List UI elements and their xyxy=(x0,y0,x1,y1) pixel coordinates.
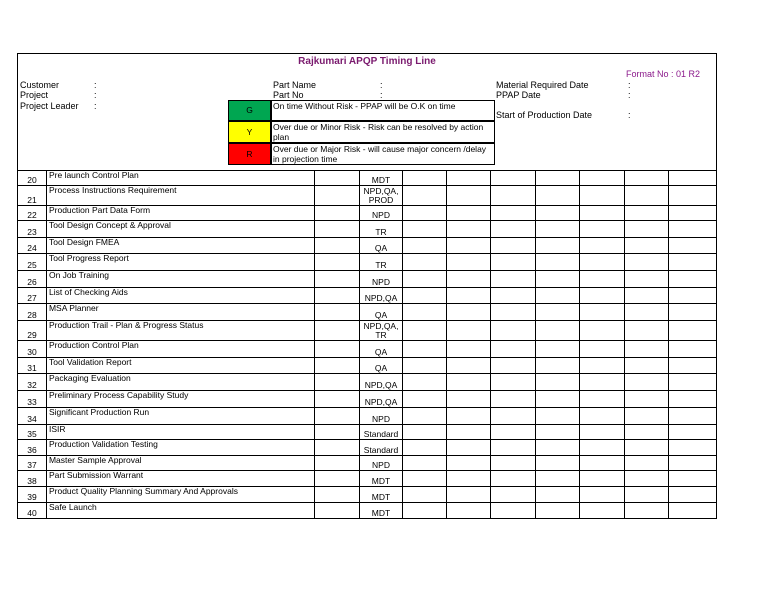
timeline-cell xyxy=(625,440,669,456)
timeline-cell xyxy=(669,425,717,440)
activity-cell: Tool Design FMEA xyxy=(46,238,314,254)
timeline-cell xyxy=(403,186,447,206)
timeline-cell xyxy=(580,288,625,304)
timeline-cell xyxy=(447,304,491,321)
responsibility-cell: MDT xyxy=(359,503,403,519)
timeline-cell xyxy=(580,254,625,271)
legend-green-text: On time Without Risk - PPAP will be O.K on time xyxy=(271,100,495,121)
timing-table-body xyxy=(18,171,717,519)
timeline-cell xyxy=(669,358,717,374)
timeline-cell xyxy=(403,271,447,288)
timeline-cell xyxy=(625,456,669,471)
responsibility-cell: Standard xyxy=(359,440,403,456)
blank-cell xyxy=(314,271,359,288)
timeline-cell xyxy=(447,321,491,341)
responsibility-cell: NPD,QA xyxy=(359,374,403,391)
timeline-cell xyxy=(491,304,536,321)
timeline-cell xyxy=(403,206,447,221)
timeline-cell xyxy=(491,171,536,186)
timeline-cell xyxy=(536,304,580,321)
row-number: 24 xyxy=(18,238,47,254)
part-name-colon: : xyxy=(380,80,383,90)
timeline-cell xyxy=(491,440,536,456)
timeline-cell xyxy=(536,254,580,271)
row-number: 30 xyxy=(18,341,47,358)
timeline-cell xyxy=(403,288,447,304)
timeline-cell xyxy=(580,440,625,456)
activity-cell: Safe Launch xyxy=(46,503,314,519)
activity-cell: Production Trail - Plan & Progress Status xyxy=(46,321,314,341)
start-of-production-label: Start of Production Date xyxy=(496,110,593,120)
timeline-cell xyxy=(580,471,625,487)
timeline-cell xyxy=(536,206,580,221)
activity-cell: Process Instructions Requirement xyxy=(46,186,314,206)
timeline-cell xyxy=(580,358,625,374)
timeline-cell xyxy=(447,271,491,288)
timeline-cell xyxy=(580,487,625,503)
timeline-cell xyxy=(625,186,669,206)
activity-cell: Production Part Data Form xyxy=(46,206,314,221)
timeline-cell xyxy=(491,288,536,304)
blank-cell xyxy=(314,408,359,425)
timeline-cell xyxy=(625,206,669,221)
timeline-cell xyxy=(447,186,491,206)
table-row xyxy=(18,288,717,304)
timeline-cell xyxy=(625,254,669,271)
responsibility-cell: TR xyxy=(359,254,403,271)
blank-cell xyxy=(314,304,359,321)
blank-cell xyxy=(314,471,359,487)
timing-table xyxy=(17,170,717,519)
responsibility-cell: MDT xyxy=(359,487,403,503)
timeline-cell xyxy=(491,321,536,341)
responsibility-cell: Standard xyxy=(359,425,403,440)
timeline-cell xyxy=(491,186,536,206)
start-of-production-colon: : xyxy=(628,110,631,120)
table-row xyxy=(18,321,717,341)
ppap-date-colon: : xyxy=(628,90,631,100)
row-number: 22 xyxy=(18,206,47,221)
timeline-cell xyxy=(580,503,625,519)
part-no-colon: : xyxy=(380,90,383,100)
responsibility-cell: QA xyxy=(359,358,403,374)
row-number: 40 xyxy=(18,503,47,519)
row-number: 34 xyxy=(18,408,47,425)
timeline-cell xyxy=(491,358,536,374)
blank-cell xyxy=(314,425,359,440)
timeline-cell xyxy=(580,425,625,440)
row-number: 25 xyxy=(18,254,47,271)
responsibility-cell: NPD,QA xyxy=(359,391,403,408)
project-leader-label: Project Leader xyxy=(20,101,79,111)
blank-cell xyxy=(314,238,359,254)
timeline-cell xyxy=(669,206,717,221)
blank-cell xyxy=(314,288,359,304)
part-name-label: Part Name xyxy=(273,80,317,90)
activity-cell: Tool Progress Report xyxy=(46,254,314,271)
activity-cell: Significant Production Run xyxy=(46,408,314,425)
timeline-cell xyxy=(669,186,717,206)
timeline-cell xyxy=(580,171,625,186)
timeline-cell xyxy=(403,341,447,358)
blank-cell xyxy=(314,221,359,238)
timeline-cell xyxy=(447,221,491,238)
table-row xyxy=(18,238,717,254)
table-row xyxy=(18,374,717,391)
timeline-cell xyxy=(536,503,580,519)
row-number: 33 xyxy=(18,391,47,408)
timeline-cell xyxy=(580,374,625,391)
timeline-cell xyxy=(669,374,717,391)
timeline-cell xyxy=(491,221,536,238)
timeline-cell xyxy=(580,271,625,288)
timeline-cell xyxy=(580,321,625,341)
table-row xyxy=(18,254,717,271)
timeline-cell xyxy=(536,391,580,408)
responsibility-cell: NPD xyxy=(359,408,403,425)
table-row xyxy=(18,358,717,374)
project-leader-colon: : xyxy=(94,101,97,111)
row-number: 21 xyxy=(18,186,47,206)
timeline-cell xyxy=(669,238,717,254)
activity-cell: Pre launch Control Plan xyxy=(46,171,314,186)
timeline-cell xyxy=(403,456,447,471)
row-number: 31 xyxy=(18,358,47,374)
responsibility-cell: NPD,QA xyxy=(359,288,403,304)
timeline-cell xyxy=(625,288,669,304)
activity-cell: Tool Validation Report xyxy=(46,358,314,374)
table-row xyxy=(18,471,717,487)
activity-cell: On Job Training xyxy=(46,271,314,288)
timeline-cell xyxy=(403,503,447,519)
row-number: 37 xyxy=(18,456,47,471)
blank-cell xyxy=(314,487,359,503)
timeline-cell xyxy=(625,304,669,321)
timeline-cell xyxy=(536,374,580,391)
responsibility-cell: QA xyxy=(359,304,403,321)
timeline-cell xyxy=(447,487,491,503)
blank-cell xyxy=(314,456,359,471)
table-row xyxy=(18,206,717,221)
responsibility-cell: NPD xyxy=(359,206,403,221)
timeline-cell xyxy=(669,487,717,503)
activity-cell: Packaging Evaluation xyxy=(46,374,314,391)
timeline-cell xyxy=(403,304,447,321)
timeline-cell xyxy=(447,341,491,358)
timeline-cell xyxy=(403,171,447,186)
table-row xyxy=(18,440,717,456)
timeline-cell xyxy=(491,425,536,440)
timeline-cell xyxy=(447,456,491,471)
row-number: 29 xyxy=(18,321,47,341)
responsibility-cell: MDT xyxy=(359,171,403,186)
timeline-cell xyxy=(536,425,580,440)
timeline-cell xyxy=(403,358,447,374)
timeline-cell xyxy=(447,206,491,221)
timeline-cell xyxy=(447,358,491,374)
timeline-cell xyxy=(491,271,536,288)
responsibility-cell: QA xyxy=(359,341,403,358)
timeline-cell xyxy=(491,238,536,254)
timeline-cell xyxy=(447,374,491,391)
timeline-cell xyxy=(403,321,447,341)
timeline-cell xyxy=(491,341,536,358)
activity-cell: Production Control Plan xyxy=(46,341,314,358)
timeline-cell xyxy=(536,171,580,186)
header-frame xyxy=(17,53,717,170)
row-number: 20 xyxy=(18,171,47,186)
timeline-cell xyxy=(625,238,669,254)
activity-cell: ISIR xyxy=(46,425,314,440)
activity-cell: MSA Planner xyxy=(46,304,314,321)
timeline-cell xyxy=(625,391,669,408)
activity-cell: Master Sample Approval xyxy=(46,456,314,471)
customer-label: Customer xyxy=(20,80,60,90)
row-number: 35 xyxy=(18,425,47,440)
blank-cell xyxy=(314,254,359,271)
responsibility-cell: QA xyxy=(359,238,403,254)
timeline-cell xyxy=(536,271,580,288)
timeline-cell xyxy=(536,471,580,487)
timeline-cell xyxy=(536,341,580,358)
timeline-cell xyxy=(447,425,491,440)
timeline-cell xyxy=(403,440,447,456)
activity-cell: Preliminary Process Capability Study xyxy=(46,391,314,408)
timeline-cell xyxy=(403,408,447,425)
table-row xyxy=(18,171,717,186)
timeline-cell xyxy=(625,408,669,425)
timeline-cell xyxy=(669,341,717,358)
timeline-cell xyxy=(447,391,491,408)
row-number: 27 xyxy=(18,288,47,304)
timeline-cell xyxy=(447,254,491,271)
timeline-cell xyxy=(625,221,669,238)
table-row xyxy=(18,425,717,440)
timeline-cell xyxy=(447,288,491,304)
responsibility-cell: NPD,QA, TR xyxy=(359,321,403,341)
timeline-cell xyxy=(403,425,447,440)
timeline-cell xyxy=(403,471,447,487)
apqp-sheet xyxy=(17,53,717,523)
timeline-cell xyxy=(491,374,536,391)
table-row xyxy=(18,271,717,288)
table-row xyxy=(18,391,717,408)
timeline-cell xyxy=(447,171,491,186)
timeline-cell xyxy=(491,391,536,408)
row-number: 36 xyxy=(18,440,47,456)
timeline-cell xyxy=(580,341,625,358)
responsibility-cell: NPD,QA, PROD xyxy=(359,186,403,206)
blank-cell xyxy=(314,206,359,221)
timeline-cell xyxy=(491,503,536,519)
timeline-cell xyxy=(669,288,717,304)
project-colon: : xyxy=(94,90,97,100)
timeline-cell xyxy=(580,456,625,471)
blank-cell xyxy=(314,374,359,391)
project-label: Project xyxy=(20,90,49,100)
timeline-cell xyxy=(580,391,625,408)
timeline-cell xyxy=(403,238,447,254)
blank-cell xyxy=(314,503,359,519)
blank-cell xyxy=(314,391,359,408)
timeline-cell xyxy=(447,503,491,519)
timeline-cell xyxy=(625,374,669,391)
timeline-cell xyxy=(491,471,536,487)
timeline-cell xyxy=(447,471,491,487)
timeline-cell xyxy=(536,456,580,471)
timeline-cell xyxy=(625,471,669,487)
timeline-cell xyxy=(625,425,669,440)
activity-cell: Part Submission Warrant xyxy=(46,471,314,487)
timeline-cell xyxy=(625,321,669,341)
format-number: Format No : 01 R2 xyxy=(625,69,700,79)
timeline-cell xyxy=(669,304,717,321)
timeline-cell xyxy=(669,391,717,408)
timeline-cell xyxy=(491,456,536,471)
timeline-cell xyxy=(669,440,717,456)
timeline-cell xyxy=(491,206,536,221)
ppap-date-label: PPAP Date xyxy=(496,90,541,100)
timeline-cell xyxy=(403,374,447,391)
timeline-cell xyxy=(669,271,717,288)
row-number: 26 xyxy=(18,271,47,288)
timeline-cell xyxy=(491,487,536,503)
activity-cell: Product Quality Planning Summary And Approvals xyxy=(46,487,314,503)
timeline-cell xyxy=(669,456,717,471)
legend-yellow-swatch: Y xyxy=(228,121,271,143)
timeline-cell xyxy=(536,408,580,425)
legend-yellow-text: Over due or Minor Risk - Risk can be resolved by action plan xyxy=(271,121,495,143)
timeline-cell xyxy=(625,271,669,288)
legend-green-swatch: G xyxy=(228,100,271,121)
timeline-cell xyxy=(580,304,625,321)
activity-cell: Production Validation Testing xyxy=(46,440,314,456)
row-number: 28 xyxy=(18,304,47,321)
timeline-cell xyxy=(536,221,580,238)
activity-cell: Tool Design Concept & Approval xyxy=(46,221,314,238)
table-row xyxy=(18,408,717,425)
responsibility-cell: NPD xyxy=(359,456,403,471)
customer-colon: : xyxy=(94,80,97,90)
timeline-cell xyxy=(669,171,717,186)
timeline-cell xyxy=(536,238,580,254)
timeline-cell xyxy=(447,440,491,456)
legend-red-text: Over due or Major Risk - will cause major concern /delay in projection time xyxy=(271,143,495,165)
timeline-cell xyxy=(669,221,717,238)
responsibility-cell: MDT xyxy=(359,471,403,487)
timeline-cell xyxy=(403,221,447,238)
timeline-cell xyxy=(580,206,625,221)
responsibility-cell: NPD xyxy=(359,271,403,288)
table-row xyxy=(18,186,717,206)
row-number: 39 xyxy=(18,487,47,503)
timeline-cell xyxy=(580,221,625,238)
timeline-cell xyxy=(625,341,669,358)
row-number: 32 xyxy=(18,374,47,391)
timeline-cell xyxy=(447,408,491,425)
material-required-date-colon: : xyxy=(628,80,631,90)
timeline-cell xyxy=(536,186,580,206)
timeline-cell xyxy=(447,238,491,254)
table-row xyxy=(18,487,717,503)
table-row xyxy=(18,456,717,471)
timeline-cell xyxy=(403,487,447,503)
blank-cell xyxy=(314,171,359,186)
blank-cell xyxy=(314,186,359,206)
table-row xyxy=(18,503,717,519)
blank-cell xyxy=(314,440,359,456)
legend-red-swatch: R xyxy=(228,143,271,165)
timeline-cell xyxy=(491,254,536,271)
timeline-cell xyxy=(669,321,717,341)
timeline-cell xyxy=(669,471,717,487)
timeline-cell xyxy=(580,186,625,206)
timeline-cell xyxy=(403,254,447,271)
timeline-cell xyxy=(491,408,536,425)
timeline-cell xyxy=(536,321,580,341)
activity-cell: List of Checking Aids xyxy=(46,288,314,304)
timeline-cell xyxy=(669,503,717,519)
row-number: 38 xyxy=(18,471,47,487)
blank-cell xyxy=(314,341,359,358)
timeline-cell xyxy=(625,487,669,503)
timeline-cell xyxy=(536,440,580,456)
material-required-date-label: Material Required Date xyxy=(496,80,589,90)
timeline-cell xyxy=(536,487,580,503)
timeline-cell xyxy=(536,288,580,304)
timeline-cell xyxy=(669,254,717,271)
timeline-cell xyxy=(580,238,625,254)
table-row xyxy=(18,221,717,238)
blank-cell xyxy=(314,321,359,341)
timeline-cell xyxy=(625,171,669,186)
blank-cell xyxy=(314,358,359,374)
timeline-cell xyxy=(625,358,669,374)
timeline-cell xyxy=(625,503,669,519)
row-number: 23 xyxy=(18,221,47,238)
responsibility-cell: TR xyxy=(359,221,403,238)
table-row xyxy=(18,341,717,358)
timeline-cell xyxy=(536,358,580,374)
timeline-cell xyxy=(403,391,447,408)
page-title: Rajkumari APQP Timing Line xyxy=(298,56,436,67)
timeline-cell xyxy=(669,408,717,425)
part-no-label: Part No xyxy=(273,90,304,100)
table-row xyxy=(18,304,717,321)
timeline-cell xyxy=(580,408,625,425)
